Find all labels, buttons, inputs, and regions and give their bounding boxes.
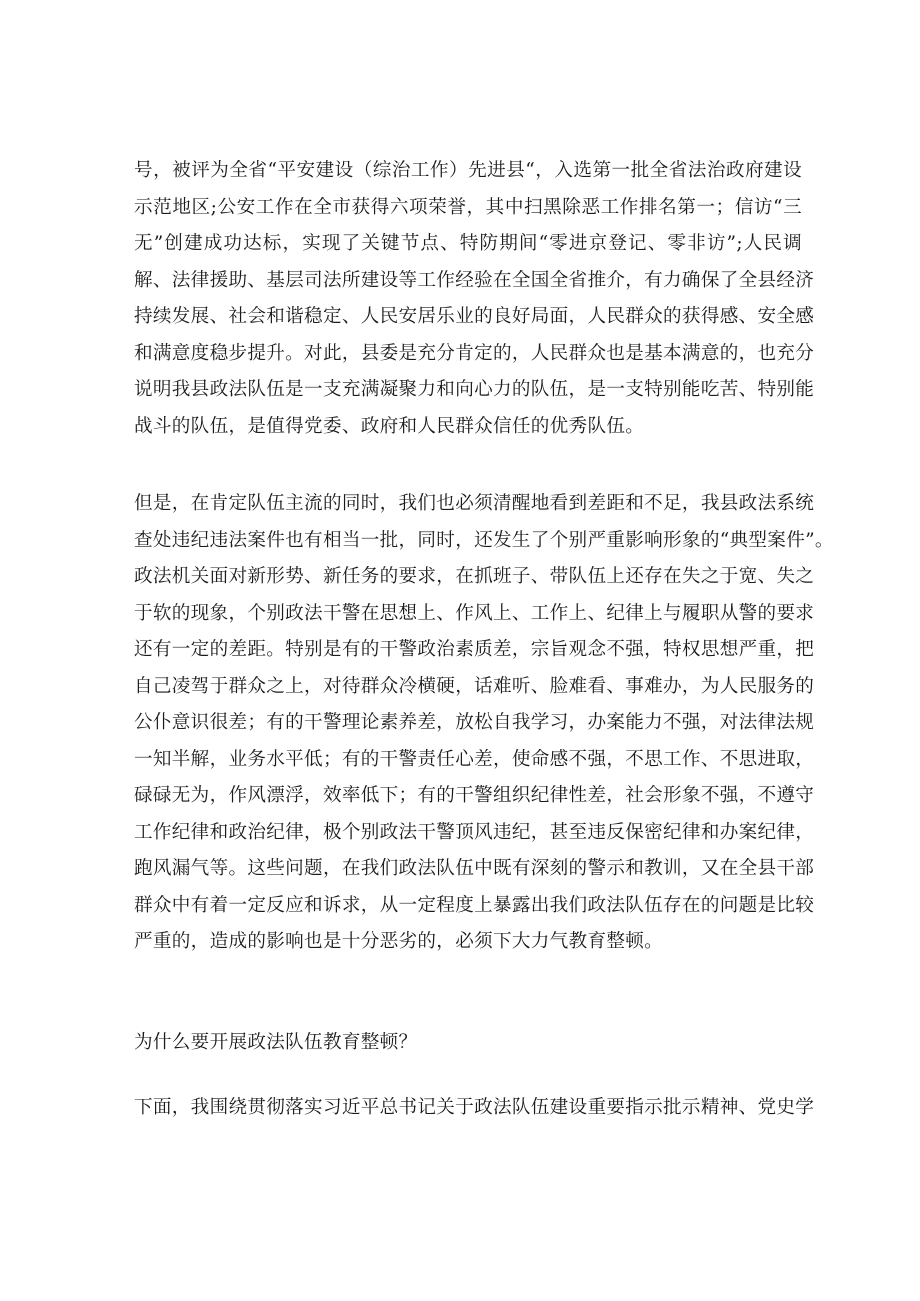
text-line: 公仆意识很差；有的干警理论素养差，放松自我学习，办案能力不强，对法律法规: [134, 712, 815, 733]
text-line: 于软的现象，个别政法干警在思想上、作风上、工作上、纪律上与履职从警的要求: [134, 602, 815, 624]
text-line: 示范地区;公安工作在全市获得六项荣誉，其中扫黑除恶工作排名第一；信访“三: [134, 196, 802, 218]
text-line: 但是，在肯定队伍主流的同时，我们也必须清醒地看到差距和不足，我县政法系统: [134, 493, 815, 514]
text-line: 还有一定的差距。特别是有的干警政治素质差，宗旨观念不强，特权思想严重，把: [134, 639, 815, 660]
text-line: 战斗的队伍，是值得党委、政府和人民群众信任的优秀队伍。: [134, 415, 645, 437]
text-line: 下面，我围绕贯彻落实习近平总书记关于政法队伍建设重要指示批示精神、党史学: [134, 1097, 815, 1118]
text-line: 解、法律援助、基层司法所建设等工作经验在全国全省推介，有力确保了全县经济: [134, 269, 815, 291]
text-line: 一知半解，业务水平低；有的干警责任心差，使命感不强，不思工作、不思进取，: [134, 748, 815, 770]
text-line: 查处违纪违法案件也有相当一批，同时，还发生了个别严重影响形象的“典型案件”。: [134, 529, 834, 551]
text-line: 说明我县政法队伍是一支充满凝聚力和向心力的队伍，是一支特别能吃苦、特别能: [134, 379, 815, 400]
text-line: 碌碌无为，作风漂浮，效率低下；有的干警组织纪律性差，社会形象不强，不遵守: [134, 785, 815, 806]
text-line: 自己凌驾于群众之上，对待群众冷横硬，话难听、脸难看、事难办，为人民服务的: [134, 675, 815, 697]
paragraph-intro: [134, 1090, 815, 1127]
paragraph-achievements: [134, 153, 815, 445]
heading-text: 为什么要开展政法队伍教育整顿？: [134, 1032, 418, 1053]
paragraph-problems: [134, 486, 834, 961]
text-line: 群众中有着一定反应和诉求，从一定程度上暴露出我们政法队伍存在的问题是比较: [134, 894, 815, 916]
text-line: 政法机关面对新形势、新任务的要求，在抓班子、带队伍上还存在失之于宽、失之: [134, 566, 815, 587]
section-heading: [134, 1025, 802, 1062]
text-line: 跑风漏气等。这些问题，在我们政法队伍中既有深刻的警示和教训，又在全县干部: [134, 858, 815, 879]
text-line: 工作纪律和政治纪律，极个别政法干警顶风违纪，甚至违反保密纪律和办案纪律，: [134, 821, 815, 843]
text-line: 无”创建成功达标，实现了关键节点、特防期间“零进京登记、零非访”;人民调: [134, 233, 802, 254]
text-line: 严重的，造成的影响也是十分恶劣的，必须下大力气教育整顿。: [134, 931, 664, 952]
text-line: 持续发展、社会和谐稳定、人民安居乐业的良好局面，人民群众的获得感、安全感: [134, 306, 815, 327]
text-line: 号，被评为全省“平安建设（综治工作）先进县“，入选第一批全省法治政府建设: [134, 160, 802, 181]
text-line: 和满意度稳步提升。对此，县委是充分肯定的，人民群众也是基本满意的，也充分: [134, 342, 815, 364]
